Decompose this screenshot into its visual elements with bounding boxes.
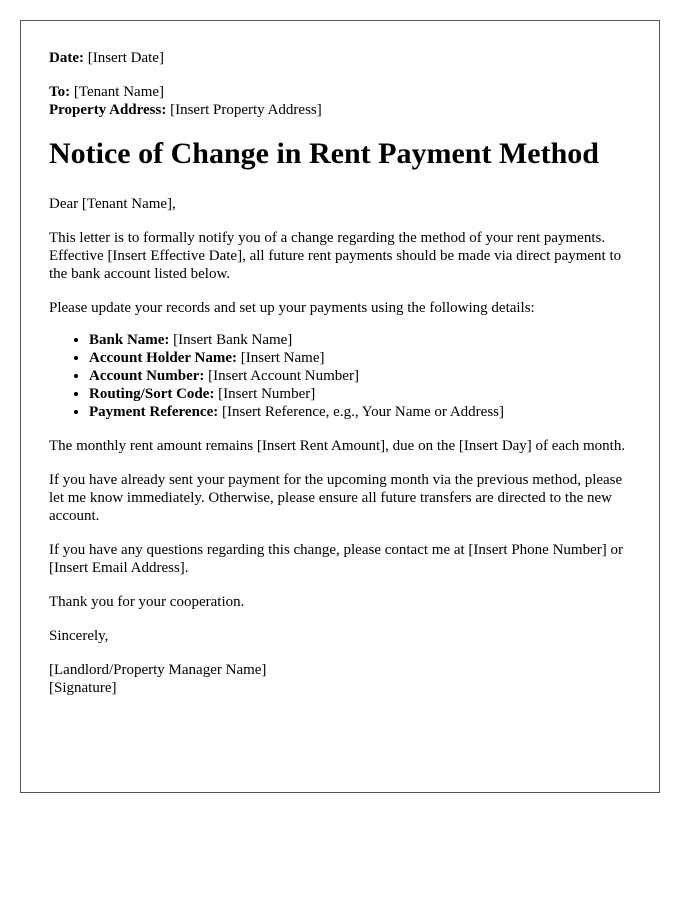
to-value: [Tenant Name] xyxy=(70,84,165,100)
intro-paragraph: This letter is to formally notify you of a change regarding the method of your rent payments. Effective [Insert Effective Date], all future rent payments should be made via direct payment to the bank account listed below. xyxy=(49,230,622,282)
detail-value: [Insert Account Number] xyxy=(204,368,359,384)
sign-off: Sincerely, xyxy=(49,628,109,644)
detail-label: Account Number: xyxy=(89,368,205,384)
questions-paragraph: If you have any questions regarding this change, please contact me at [Insert Phone Number] or [Insert Email Address]. xyxy=(49,542,623,576)
signature-line: [Signature] xyxy=(49,680,117,696)
detail-label: Bank Name: xyxy=(89,332,170,348)
detail-account-holder xyxy=(89,349,631,367)
letter-container xyxy=(20,20,660,793)
detail-value: [Insert Bank Name] xyxy=(169,332,293,348)
detail-value: [Insert Name] xyxy=(237,350,325,366)
sender-name: [Landlord/Property Manager Name] xyxy=(49,662,267,678)
property-address-line xyxy=(49,101,631,119)
detail-routing-code xyxy=(89,385,631,403)
detail-label: Account Holder Name: xyxy=(89,350,238,366)
detail-value: [Insert Reference, e.g., Your Name or Address] xyxy=(218,404,504,420)
property-address-value: [Insert Property Address] xyxy=(166,102,322,118)
date-line xyxy=(49,49,631,67)
bank-details-list xyxy=(49,331,631,421)
detail-bank-name xyxy=(89,331,631,349)
letter-title: Notice of Change in Rent Payment Method xyxy=(49,137,599,170)
detail-label: Routing/Sort Code: xyxy=(89,386,215,402)
previous-method-paragraph: If you have already sent your payment for the upcoming month via the previous method, please let me know immediately. Otherwise, please ensure all future transfers are directed to the new account. xyxy=(49,472,623,524)
date-value: [Insert Date] xyxy=(83,50,164,66)
detail-account-number xyxy=(89,367,631,385)
to-label: To: xyxy=(49,84,71,100)
rent-amount-paragraph: The monthly rent amount remains [Insert Rent Amount], due on the [Insert Day] of each month. xyxy=(49,438,626,454)
update-paragraph: Please update your records and set up your payments using the following details: xyxy=(49,300,535,316)
property-address-label: Property Address: xyxy=(49,102,167,118)
detail-label: Payment Reference: xyxy=(89,404,219,420)
date-label: Date: xyxy=(49,50,84,66)
to-line xyxy=(49,83,631,101)
greeting: Dear [Tenant Name], xyxy=(49,196,176,212)
detail-payment-reference xyxy=(89,403,631,421)
detail-value: [Insert Number] xyxy=(214,386,316,402)
thanks-paragraph: Thank you for your cooperation. xyxy=(49,594,245,610)
